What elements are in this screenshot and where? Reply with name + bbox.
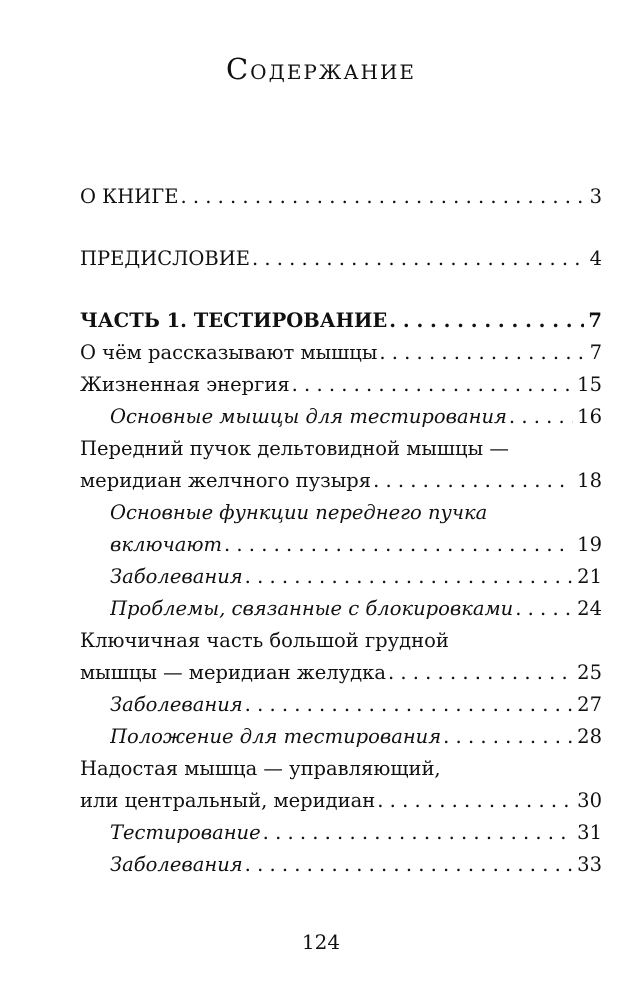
dot-leader — [379, 341, 585, 364]
dot-leader — [388, 661, 573, 684]
toc-entry-title: Передний пучок дельтовидной мышцы — — [80, 437, 509, 460]
toc-entry-blockage-problems[interactable] — [110, 597, 602, 633]
toc-entry-diseases-1[interactable] — [110, 565, 602, 601]
toc-entry-title: Проблемы, связанные с блокировками — [110, 597, 514, 620]
dot-leader — [252, 247, 586, 270]
toc-entry-title: О КНИГЕ — [80, 185, 179, 208]
toc-entry-title-continued: или центральный, меридиан — [80, 789, 376, 812]
toc-entry-page: 7 — [588, 309, 602, 332]
toc-entry-page: 16 — [577, 405, 602, 428]
toc-entry-title-continued: включают — [110, 533, 222, 556]
toc-entry-life-energy[interactable] — [80, 373, 602, 409]
toc-entry-testing[interactable] — [110, 821, 602, 857]
dot-leader — [245, 565, 574, 588]
toc-entry-page: 18 — [577, 469, 602, 492]
toc-entry-page: 19 — [577, 533, 602, 556]
toc-entry-page: 15 — [577, 373, 602, 396]
toc-entry-diseases-3[interactable] — [110, 853, 602, 889]
toc-entry-supraspinatus-line-1[interactable] — [80, 757, 602, 793]
toc-entry-page: 27 — [577, 693, 602, 716]
toc-entry-deltoid-line-1[interactable] — [80, 437, 602, 473]
toc-entry-title: Основные мышцы для тестирования — [110, 405, 507, 428]
toc-entry-page: 33 — [577, 853, 602, 876]
toc-heading: Содержание — [225, 52, 416, 86]
toc-entry-test-position[interactable] — [110, 725, 602, 761]
toc-entry-title: Заболевания — [110, 853, 243, 876]
dot-leader — [443, 725, 573, 748]
toc-entry-title: Заболевания — [110, 565, 243, 588]
dot-leader — [515, 597, 573, 620]
toc-entry-page: 7 — [589, 341, 602, 364]
toc-entry-main-muscles[interactable] — [110, 405, 602, 441]
dot-leader — [377, 789, 573, 812]
toc-entry-title-continued: меридиан желчного пузыря — [80, 469, 372, 492]
toc-entry-part-1[interactable] — [80, 309, 602, 345]
toc-entry-title: Тестирование — [110, 821, 261, 844]
toc-entry-title: О чём рассказывают мышцы — [80, 341, 378, 364]
dot-leader — [180, 185, 585, 208]
toc-entry-page: 3 — [589, 185, 602, 208]
toc-entry-preface[interactable] — [80, 247, 602, 283]
toc-entry-muscles-tell[interactable] — [80, 341, 602, 377]
toc-entry-title: Основные функции переднего пучка — [110, 501, 488, 524]
toc-entry-title: Положение для тестирования — [110, 725, 442, 748]
toc-entry-deltoid-line-2[interactable] — [80, 469, 602, 505]
toc-entry-functions-line-2[interactable] — [110, 533, 602, 569]
dot-leader — [245, 853, 574, 876]
toc-entry-page: 24 — [577, 597, 602, 620]
toc-entry-about-book[interactable] — [80, 185, 602, 221]
toc-entry-pectoral-line-2[interactable] — [80, 661, 602, 697]
page-number: 124 — [301, 930, 341, 954]
dot-leader — [373, 469, 573, 492]
toc-entry-title-continued: мышцы — меридиан желудка — [80, 661, 386, 684]
toc-entry-page: 25 — [577, 661, 602, 684]
dot-leader — [224, 533, 573, 556]
toc-entry-diseases-2[interactable] — [110, 693, 602, 729]
toc-entry-title: Ключичная часть большой грудной — [80, 629, 449, 652]
toc-entry-functions-line-1[interactable] — [110, 501, 602, 537]
toc-entry-title: Заболевания — [110, 693, 243, 716]
toc-entry-page: 28 — [577, 725, 602, 748]
toc-entry-page: 4 — [589, 247, 602, 270]
toc-entry-pectoral-line-1[interactable] — [80, 629, 602, 665]
dot-leader — [389, 309, 584, 332]
toc-entry-page: 30 — [577, 789, 602, 812]
toc-entry-title: ПРЕДИСЛОВИЕ — [80, 247, 250, 270]
toc-entry-title: Надостая мышца — управляющий, — [80, 757, 441, 780]
toc-entry-supraspinatus-line-2[interactable] — [80, 789, 602, 825]
toc-entry-page: 21 — [577, 565, 602, 588]
toc-entry-title: Жизненная энергия — [80, 373, 290, 396]
toc-entry-page: 31 — [577, 821, 602, 844]
dot-leader — [263, 821, 574, 844]
dot-leader — [245, 693, 574, 716]
dot-leader — [509, 405, 573, 428]
toc-entry-title: ЧАСТЬ 1. ТЕСТИРОВАНИЕ — [80, 309, 388, 332]
dot-leader — [292, 373, 574, 396]
